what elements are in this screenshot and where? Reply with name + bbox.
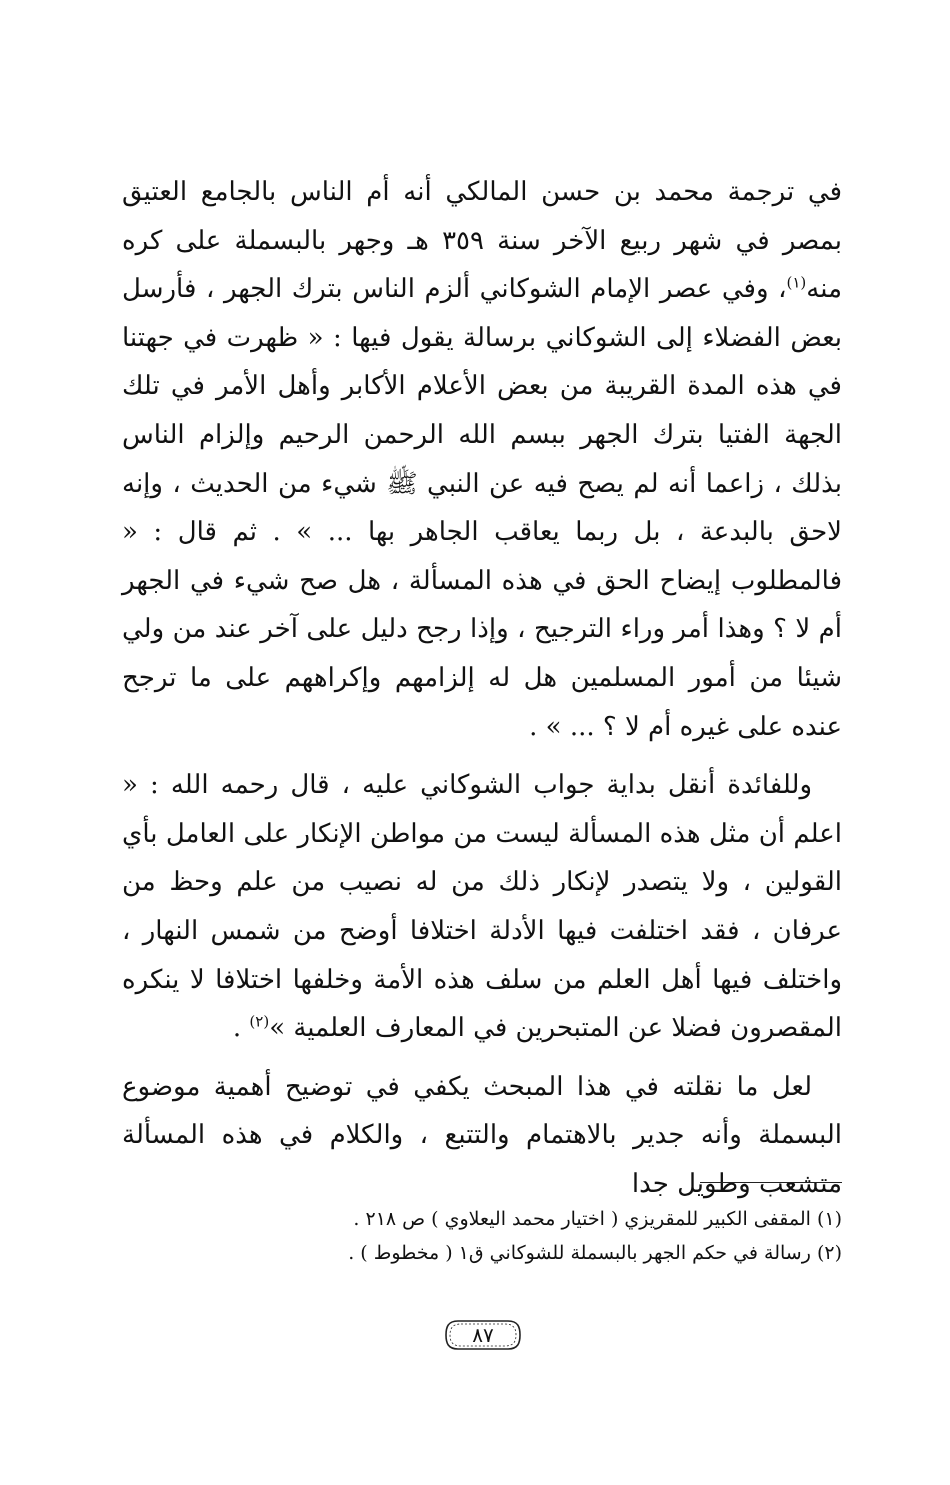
paragraph-3: لعل ما نقلته في هذا المبحث يكفي في توضيح أهمية موضوع البسملة وأنه جدير بالاهتمام والتتبع ، والكلام في هذه المسألة متشعب وطويل جدا <box>122 1071 842 1199</box>
paragraph-1-line-2: شهر ربيع الآخر سنة ٣٥٩ هـ وجهر بالبسملة على كره منه <box>122 225 842 305</box>
page-number <box>444 1315 522 1355</box>
main-text <box>122 168 842 1208</box>
footnote-1: (١) المقفى الكبير للمقريزي ( اختيار محمد اليعلاوي ) ص ٢١٨ . <box>353 1208 842 1230</box>
paragraph-1-rest: ، وفي عصر الإمام الشوكاني ألزم الناس بترك الجهر ، فأرسل بعض الفضلاء إلى الشوكاني برسالة يقول فيها : « ظهرت في جهتنا في هذه المدة القريبة من بعض الأعلام الأكابر وأهل الأمر في تلك الجهة الفتيا بترك الجهر ببسم الله الرحمن الرحيم وإلزام الناس بذلك ، زاعما أنه لم يصح فيه عن النبي ﷺ شيء من الحديث ، وإنه لاحق بالبدعة ، بل ربما يعاقب الجاهر بها ... » . ثم قال : « فالمطلوب إيضاح الحق في هذه المسألة ، هل صح شيء في الجهر أم لا ؟ وهذا أمر وراء الترجيح ، وإذا رجح دليل على آخر عند من ولي شيئا من أمور المسلمين هل له إلزامهم وإكراههم على ما ترجح عنده على غيره أم لا ؟ ... » . <box>122 274 842 742</box>
paragraph-2-end: . <box>232 1013 250 1044</box>
paragraph-1 <box>122 168 842 751</box>
footnote-divider <box>700 1182 842 1183</box>
page-number-text: ٨٧ <box>472 1323 494 1347</box>
paragraph-2 <box>122 761 842 1053</box>
footnote-ref-2: (٢) <box>249 1012 270 1031</box>
footnote-ref-1: (١) <box>786 273 807 292</box>
paragraph-1-line-1: في ترجمة محمد بن حسن المالكي أنه أم الناس بالجامع العتيق بمصر في <box>122 177 842 256</box>
footnote-2: (٢) رسالة في حكم الجهر بالبسملة للشوكاني ق١ ( مخطوط ) . <box>348 1242 842 1264</box>
footnotes <box>300 1202 842 1270</box>
paragraph-2-text: وللفائدة أنقل بداية جواب الشوكاني عليه ، قال رحمه الله : « اعلم أن مثل هذه المسألة ليست من مواطن الإنكار على العامل بأي القولين ، ولا يتصدر لإنكار ذلك من له نصيب من علم وحظ من عرفان ، فقد اختلفت فيها الأدلة اختلافا أوضح من شمس النهار ، واختلف فيها أهل العلم من سلف هذه الأمة وخلفها اختلافا لا ينكره المقصرون فضلا عن المتبحرين في المعارف العلمية » <box>122 770 842 1044</box>
